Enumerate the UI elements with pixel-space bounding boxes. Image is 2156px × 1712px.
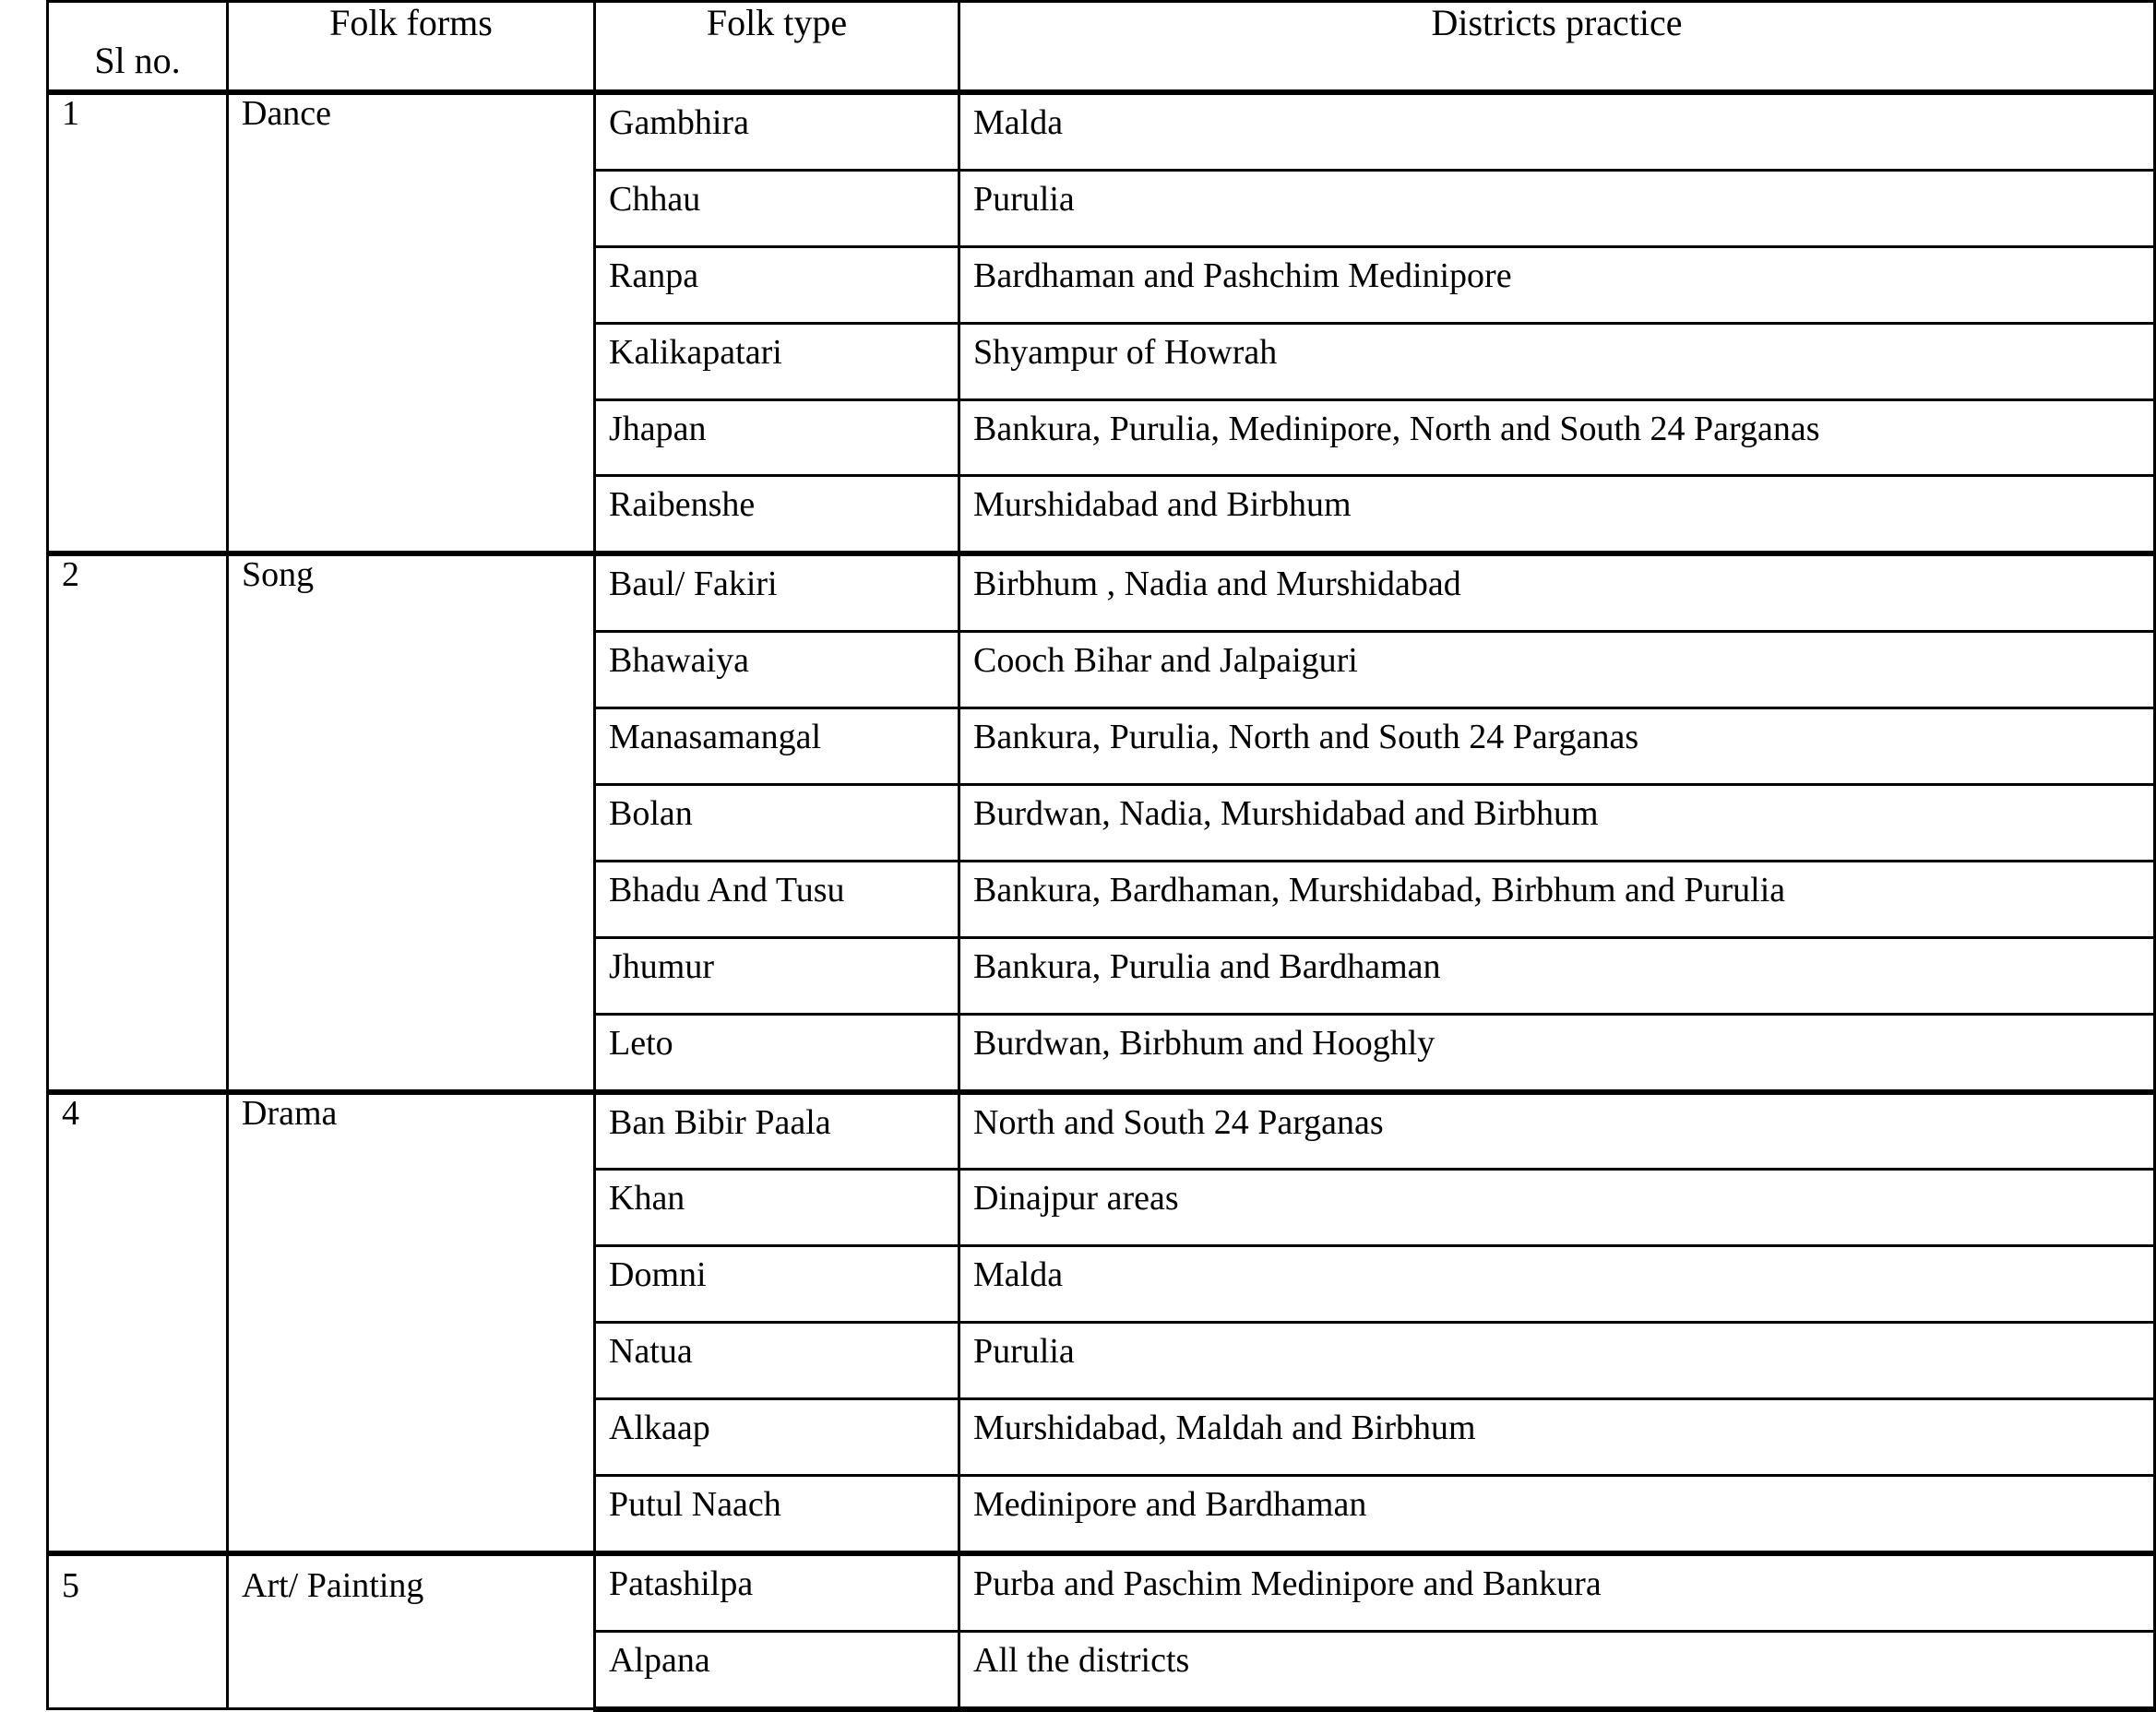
cell-folk-form <box>228 92 595 553</box>
sl-no-value: 1 <box>62 94 79 133</box>
districts-practice-value: Bardhaman and Pashchim Medinipore <box>973 256 1512 295</box>
cell-sl-no <box>48 1553 228 1709</box>
cell-folk-form <box>228 1092 595 1553</box>
districts-practice-value: Malda <box>973 103 1064 142</box>
cell-folk-type <box>595 323 959 399</box>
cell-districts-practice <box>959 399 2155 476</box>
folk-type-value: Bhadu And Tusu <box>609 870 845 910</box>
folk-type-value: Chhau <box>609 179 701 219</box>
cell-folk-type <box>595 632 959 708</box>
districts-practice-value: Burdwan, Nadia, Murshidabad and Birbhum <box>973 794 1599 834</box>
districts-practice-value: Medinipore and Bardhaman <box>973 1485 1367 1525</box>
folk-forms-table <box>46 0 2156 1712</box>
cell-folk-type <box>595 1014 959 1091</box>
folk-type-value: Jhumur <box>609 946 714 986</box>
districts-practice-value: Purulia <box>973 1332 1075 1372</box>
cell-districts-practice <box>959 632 2155 708</box>
districts-practice-value: Murshidabad and Birbhum <box>973 485 1352 525</box>
districts-practice-value: Bankura, Purulia, Medinipore, North and South 24 Parganas <box>973 409 1820 448</box>
cell-districts-practice <box>959 553 2155 631</box>
cell-folk-type <box>595 937 959 1014</box>
cell-sl-no <box>48 553 228 1091</box>
districts-practice-value: Malda <box>973 1255 1064 1295</box>
cell-folk-type <box>595 399 959 476</box>
cell-districts-practice <box>959 476 2155 553</box>
folk-type-value: Kalikapatari <box>609 332 782 372</box>
folk-type-value: Alpana <box>609 1640 710 1680</box>
cell-folk-type <box>595 92 959 170</box>
cell-sl-no <box>48 92 228 553</box>
districts-practice-value: Bankura, Purulia and Bardhaman <box>973 946 1441 986</box>
cell-folk-form <box>228 1553 595 1709</box>
folk-type-value: Leto <box>609 1023 673 1063</box>
districts-practice-value: Dinajpur areas <box>973 1179 1179 1219</box>
table-row <box>48 1092 2155 1170</box>
cell-folk-type <box>595 1170 959 1246</box>
table-row <box>48 553 2155 631</box>
cell-districts-practice <box>959 937 2155 1014</box>
cell-folk-type <box>595 708 959 785</box>
folk-form-value: Art/ Painting <box>242 1565 424 1605</box>
folk-type-value: Raibenshe <box>609 485 756 525</box>
cell-folk-type <box>595 785 959 862</box>
cell-districts-practice <box>959 861 2155 937</box>
cell-districts-practice <box>959 92 2155 170</box>
column-header-folk-forms: Folk forms <box>228 2 595 93</box>
sl-no-value: 2 <box>62 555 79 595</box>
column-header-sl-no: Sl no. <box>48 2 228 93</box>
cell-districts-practice <box>959 323 2155 399</box>
folk-type-value: Manasamangal <box>609 718 822 757</box>
cell-districts-practice <box>959 170 2155 246</box>
cell-districts-practice <box>959 1476 2155 1553</box>
cell-folk-type <box>595 1092 959 1170</box>
folk-type-value: Jhapan <box>609 409 707 448</box>
folk-form-value: Song <box>242 555 315 595</box>
table-body <box>48 92 2155 1709</box>
cell-folk-type <box>595 1323 959 1399</box>
cell-districts-practice <box>959 785 2155 862</box>
folk-type-value: Ranpa <box>609 256 699 295</box>
districts-practice-value: North and South 24 Parganas <box>973 1102 1384 1142</box>
districts-practice-value: Birbhum , Nadia and Murshidabad <box>973 565 1461 604</box>
cell-folk-type <box>595 1476 959 1553</box>
folk-type-value: Patashilpa <box>609 1563 754 1603</box>
sl-no-value: 4 <box>62 1093 79 1133</box>
cell-folk-type <box>595 553 959 631</box>
cell-folk-type <box>595 1631 959 1708</box>
folk-type-value: Gambhira <box>609 103 749 142</box>
folk-type-value: Alkaap <box>609 1409 710 1448</box>
folk-type-value: Bhawaiya <box>609 641 749 681</box>
districts-practice-value: Burdwan, Birbhum and Hooghly <box>973 1023 1435 1063</box>
table-row <box>48 1553 2155 1631</box>
table-row <box>48 92 2155 170</box>
cell-districts-practice <box>959 1553 2155 1631</box>
cell-folk-type <box>595 1553 959 1631</box>
folk-type-value: Ban Bibir Paala <box>609 1102 831 1142</box>
folk-type-value: Natua <box>609 1332 693 1372</box>
folk-type-value: Putul Naach <box>609 1485 781 1525</box>
folk-type-value: Bolan <box>609 794 693 834</box>
districts-practice-value: Bankura, Bardhaman, Murshidabad, Birbhum and Purulia <box>973 870 1786 910</box>
cell-folk-type <box>595 246 959 323</box>
cell-districts-practice <box>959 246 2155 323</box>
folk-type-value: Domni <box>609 1255 707 1295</box>
cell-districts-practice <box>959 1631 2155 1708</box>
districts-practice-value: Murshidabad, Maldah and Birbhum <box>973 1409 1476 1448</box>
sl-no-value: 5 <box>62 1565 79 1605</box>
cell-districts-practice <box>959 1014 2155 1091</box>
folk-form-value: Drama <box>242 1093 338 1133</box>
districts-practice-value: Purulia <box>973 179 1075 219</box>
districts-practice-value: All the districts <box>973 1640 1190 1680</box>
cell-districts-practice <box>959 1246 2155 1323</box>
folk-type-value: Khan <box>609 1179 685 1219</box>
cell-folk-type <box>595 1246 959 1323</box>
cell-folk-type <box>595 861 959 937</box>
cell-districts-practice <box>959 1399 2155 1476</box>
districts-practice-value: Shyampur of Howrah <box>973 332 1278 372</box>
cell-districts-practice <box>959 1323 2155 1399</box>
districts-practice-value: Purba and Paschim Medinipore and Bankura <box>973 1563 1602 1603</box>
column-header-districts-practice: Districts practice <box>959 2 2155 93</box>
cell-folk-form <box>228 553 595 1091</box>
cell-folk-type <box>595 170 959 246</box>
header-row <box>48 2 2155 93</box>
folk-form-value: Dance <box>242 94 332 133</box>
cell-sl-no <box>48 1092 228 1553</box>
column-header-folk-type: Folk type <box>595 2 959 93</box>
cell-districts-practice <box>959 1170 2155 1246</box>
cell-districts-practice <box>959 708 2155 785</box>
folk-type-value: Baul/ Fakiri <box>609 565 778 604</box>
cell-folk-type <box>595 476 959 553</box>
districts-practice-value: Cooch Bihar and Jalpaiguri <box>973 641 1358 681</box>
table-header <box>48 2 2155 93</box>
districts-practice-value: Bankura, Purulia, North and South 24 Parganas <box>973 718 1639 757</box>
cell-districts-practice <box>959 1092 2155 1170</box>
cell-folk-type <box>595 1399 959 1476</box>
